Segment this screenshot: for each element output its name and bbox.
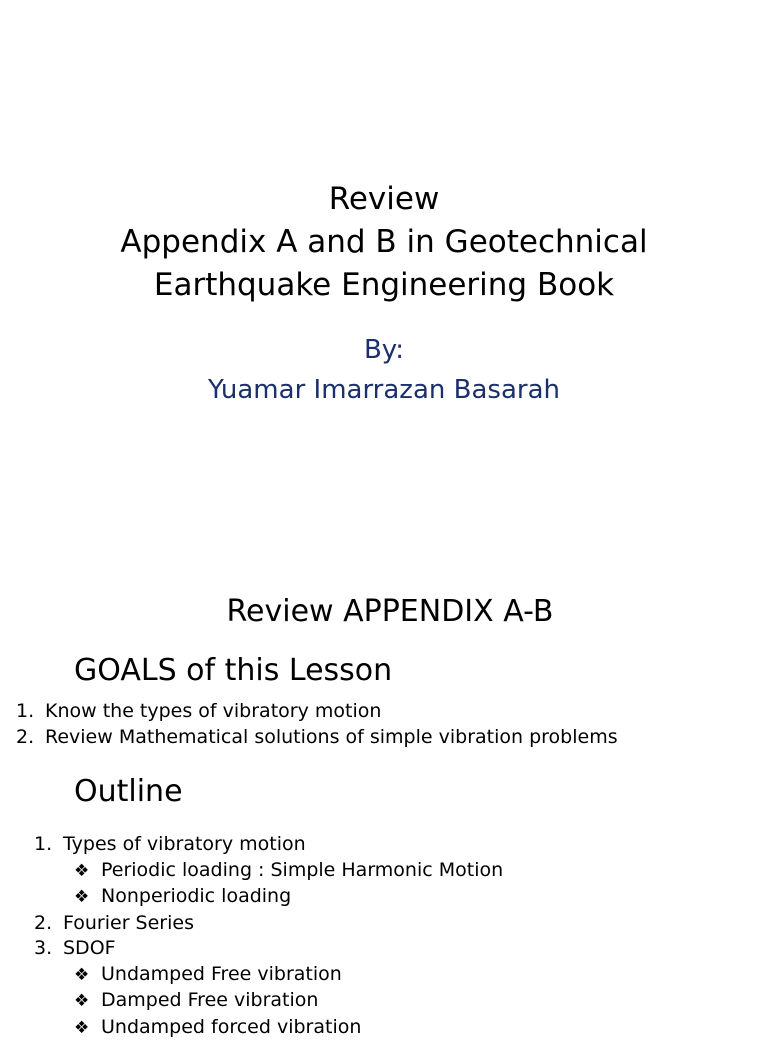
diamond-bullet-icon: ❖ [74,989,101,1015]
list-number: 2. [16,724,45,750]
list-number: 2. [34,911,63,937]
outline-heading: Outline [74,772,183,812]
list-item-text: Nonperiodic loading [101,885,291,907]
list-item-text: Know the types of vibratory motion [45,700,381,722]
sub-list-item [34,962,503,989]
sub-list-item [34,884,503,911]
sub-list-item [34,1015,503,1041]
list-item-text: SDOF [63,937,116,959]
list-number: 1. [16,698,45,724]
diamond-bullet-icon: ❖ [74,963,101,989]
author-name: Yuamar Imarrazan Basarah [0,373,768,407]
title-line-2: Appendix A and B in Geotechnical [0,221,768,264]
outline-list [34,832,503,1041]
title-line-3: Earthquake Engineering Book [0,264,768,307]
list-item [34,911,503,937]
diamond-bullet-icon: ❖ [74,1016,101,1041]
list-number: 3. [34,936,63,962]
title-line-1: Review [0,178,768,221]
goals-heading: GOALS of this Lesson [74,651,392,691]
list-item-text: Undamped Free vibration [101,963,342,985]
list-item-text: Periodic loading : Simple Harmonic Motion [101,859,503,881]
list-item-text: Types of vibratory motion [63,833,306,855]
list-item [16,698,618,724]
list-item-text: Review Mathematical solutions of simple vibration problems [45,726,618,748]
list-item-text: Fourier Series [63,912,194,934]
list-item [34,832,503,858]
document-title [0,178,768,307]
goals-list [16,698,618,750]
diamond-bullet-icon: ❖ [74,859,101,885]
sub-list-item [34,858,503,885]
diamond-bullet-icon: ❖ [74,885,101,911]
by-label: By: [0,333,768,367]
list-item [34,936,503,962]
slide-title: Review APPENDIX A-B [0,592,768,632]
sub-list-item [34,988,503,1015]
list-item [16,724,618,750]
list-item-text: Undamped forced vibration [101,1016,361,1038]
list-item-text: Damped Free vibration [101,989,318,1011]
list-number: 1. [34,832,63,858]
